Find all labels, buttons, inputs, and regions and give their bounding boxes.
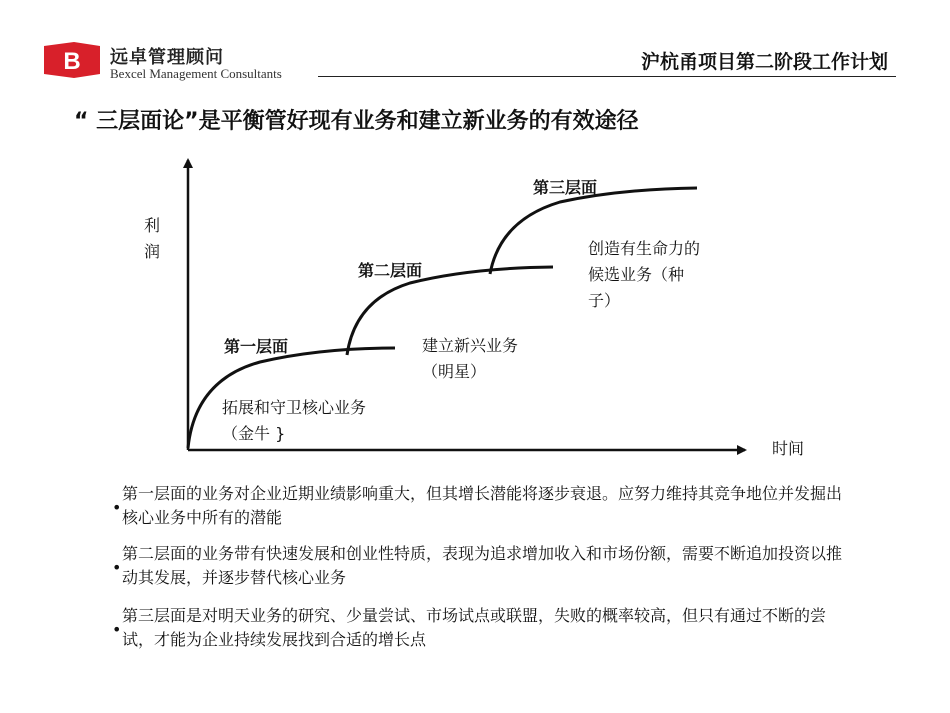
slide-title: “ 三层面论”是平衡管好现有业务和建立新业务的有效途径 <box>74 109 639 134</box>
layer-1-description: 拓展和守卫核心业务（金牛 } <box>222 398 367 443</box>
layer-2-description: 建立新兴业务（明星） <box>422 336 519 381</box>
header-divider <box>318 76 896 77</box>
y-axis-label: 利润 <box>144 216 161 261</box>
layer-2-label: 第二层面 <box>358 261 423 280</box>
bullet-dot: • <box>112 620 122 639</box>
bullet-dot: • <box>112 498 122 517</box>
layer-3-label: 第三层面 <box>533 178 598 197</box>
x-axis-label: 时间 <box>772 439 805 458</box>
bullet-text: 第三层面是对明天业务的研究、少量尝试、市场试点或联盟，失败的概率较高，但只有通过不断的尝试，才能为企业持续发展找到合适的增长点 <box>122 606 827 649</box>
brand-name-english: Bexcel Management Consultants <box>110 66 282 81</box>
bullet-text: 第一层面的业务对企业近期业绩影响重大，但其增长潜能将逐步衰退。应努力维持其竞争地位并发掘出核心业务中所有的潜能 <box>122 484 843 527</box>
bullet-item <box>112 542 852 590</box>
brand-name-chinese: 远卓管理顾问 <box>110 47 224 68</box>
bullet-item <box>112 604 852 652</box>
company-logo <box>40 40 104 80</box>
layer-3-description: 创造有生命力的候选业务（种子） <box>588 239 701 310</box>
bullet-item <box>112 482 852 530</box>
bullet-text: 第二层面的业务带有快速发展和创业性特质，表现为追求增加收入和市场份额，需要不断追加投资以推动其发展，并逐步替代核心业务 <box>122 544 843 587</box>
document-title: 沪杭甬项目第二阶段工作计划 <box>640 51 888 73</box>
logo-letter: B <box>63 48 81 75</box>
layer-1-label: 第一层面 <box>224 337 289 356</box>
bullet-dot: • <box>112 558 122 577</box>
